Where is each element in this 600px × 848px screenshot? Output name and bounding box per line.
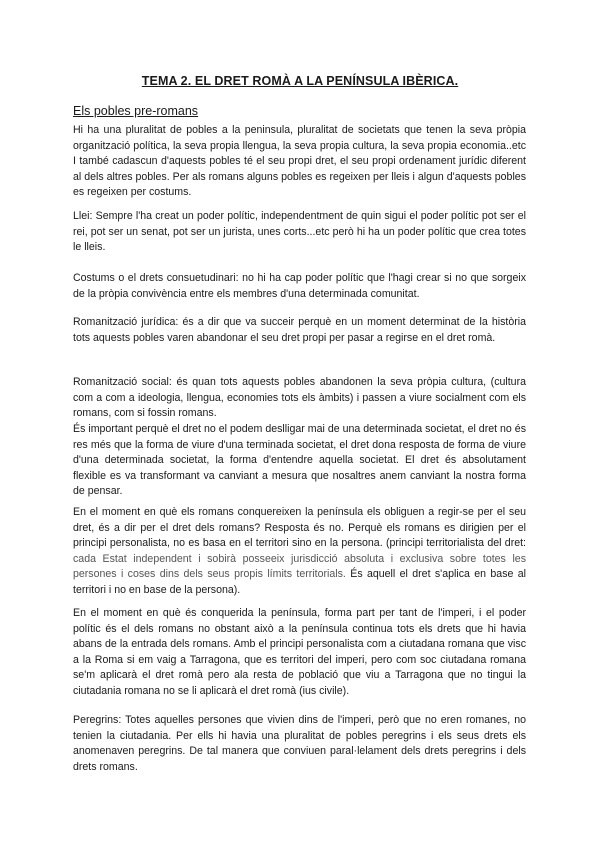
paragraph-peregrins: Peregrins: Totes aquelles persones que vivien dins de l'imperi, però que no eren romanes, no tenien la ciutadania. Per ells hi havia una pluralitat de pobles peregrins i els seus drets els anomenaven peregrins. De tal manera que conviuen paral·lelament dels drets peregrins i dels drets romans. bbox=[73, 714, 526, 773]
paragraph-romanitzacio-juridica: Romanització jurídica: és a dir que va succeir perquè en un moment determinat de la història tots aquests pobles varen abandonar el seu dret propi per pasar a regirse en el dret romà. bbox=[73, 316, 526, 344]
principi-text-end: És aquell el dret s'aplica en base al territori i no en base de la persona). bbox=[73, 568, 527, 596]
document-title: TEMA 2. EL DRET ROMÀ A LA PENÍNSULA IBÈRICA. bbox=[141, 74, 459, 88]
paragraph-peninsula-conquerida: En el moment en què és conquerida la península, forma part per tant de l'imperi, i el poder polític és el dels romans no obstant això a la península continua tots els drets que hi havia abans de la entrada dels romans. Amb el principi personalista com a ciutadana romana que visc a la Roma si em vaig a Tarragona, que es territori del imperi, pero com soc ciutadana romana se'm aplicarà el dret romà pero ala resta de població que viu a Tarragona que no tingui la ciutadania romana no se li aplicarà el dret romà (ius civile). bbox=[73, 607, 526, 697]
paragraph-principi-personalista bbox=[73, 505, 526, 599]
paragraph-llei: Llei: Sempre l'ha creat un poder polític, independentment de quin sigui el poder polític pot ser el rei, pot ser un senat, pot ser un jurista, unes corts...etc però hi ha un poder polític que crea totes le lleis. bbox=[73, 210, 526, 254]
paragraph-pluralitat: Hi ha una pluralitat de pobles a la peninsula, pluralitat de societats que tenen la seva pròpia organització política, la seva propia llengua, la seva propia cultura, la seva propia economia..etc I també cadascun d'aquests pobles té el seu propi dret, el seu propi ordenament jurídic diferent al dels altres pobles. Per als romans alguns pobles es regeixen per lleis i algun d'aquests pobles es regeixen per costums. bbox=[73, 124, 526, 199]
principi-text: En el moment en què els romans conquereixen la península els obliguen a regir-se per el seu dret, és a dir per el dret dels romans? Resposta és no. Perquè els romans es dirigien per el principi personalista, no es basa en el territori sino en la persona. (principi territorialista del dret: bbox=[73, 506, 526, 550]
territorialista-definition: cada Estat independent i sobirà posseeix jurisdicció absoluta i exclusiva sobre totes les persones i coses dins dels seus propis límits territorials. bbox=[73, 552, 526, 581]
paragraph-romanitzacio-social: Romanització social: és quan tots aquests pobles abandonen la seva pròpia cultura, (cultura com a com a ideologia, llengua, economies tots els àmbits) i passen a viure socialment com els romans, com si fossin romans. bbox=[73, 376, 526, 420]
paragraph-costums: Costums o el drets consuetudinari: no hi ha cap poder polític que l'hagi crear si no que sorgeix de la pròpia convivència entre els membres d'una determinada comunitat. bbox=[73, 272, 526, 300]
paragraph-dret-societat: És important perquè el dret no el podem deslligar mai de una determinada societat, el dret no és res més que la forma de viure d'una terminada societat, el dret dona resposta de forma de viure d'una determinada societat, la forma d'entendre aquella societat. El dret és absolutament flexible es va transformant va canviant a mesura que nosaltres anem canviant la nostra forma de pensar. bbox=[73, 423, 526, 498]
section-heading: Els pobles pre-romans bbox=[73, 104, 199, 118]
